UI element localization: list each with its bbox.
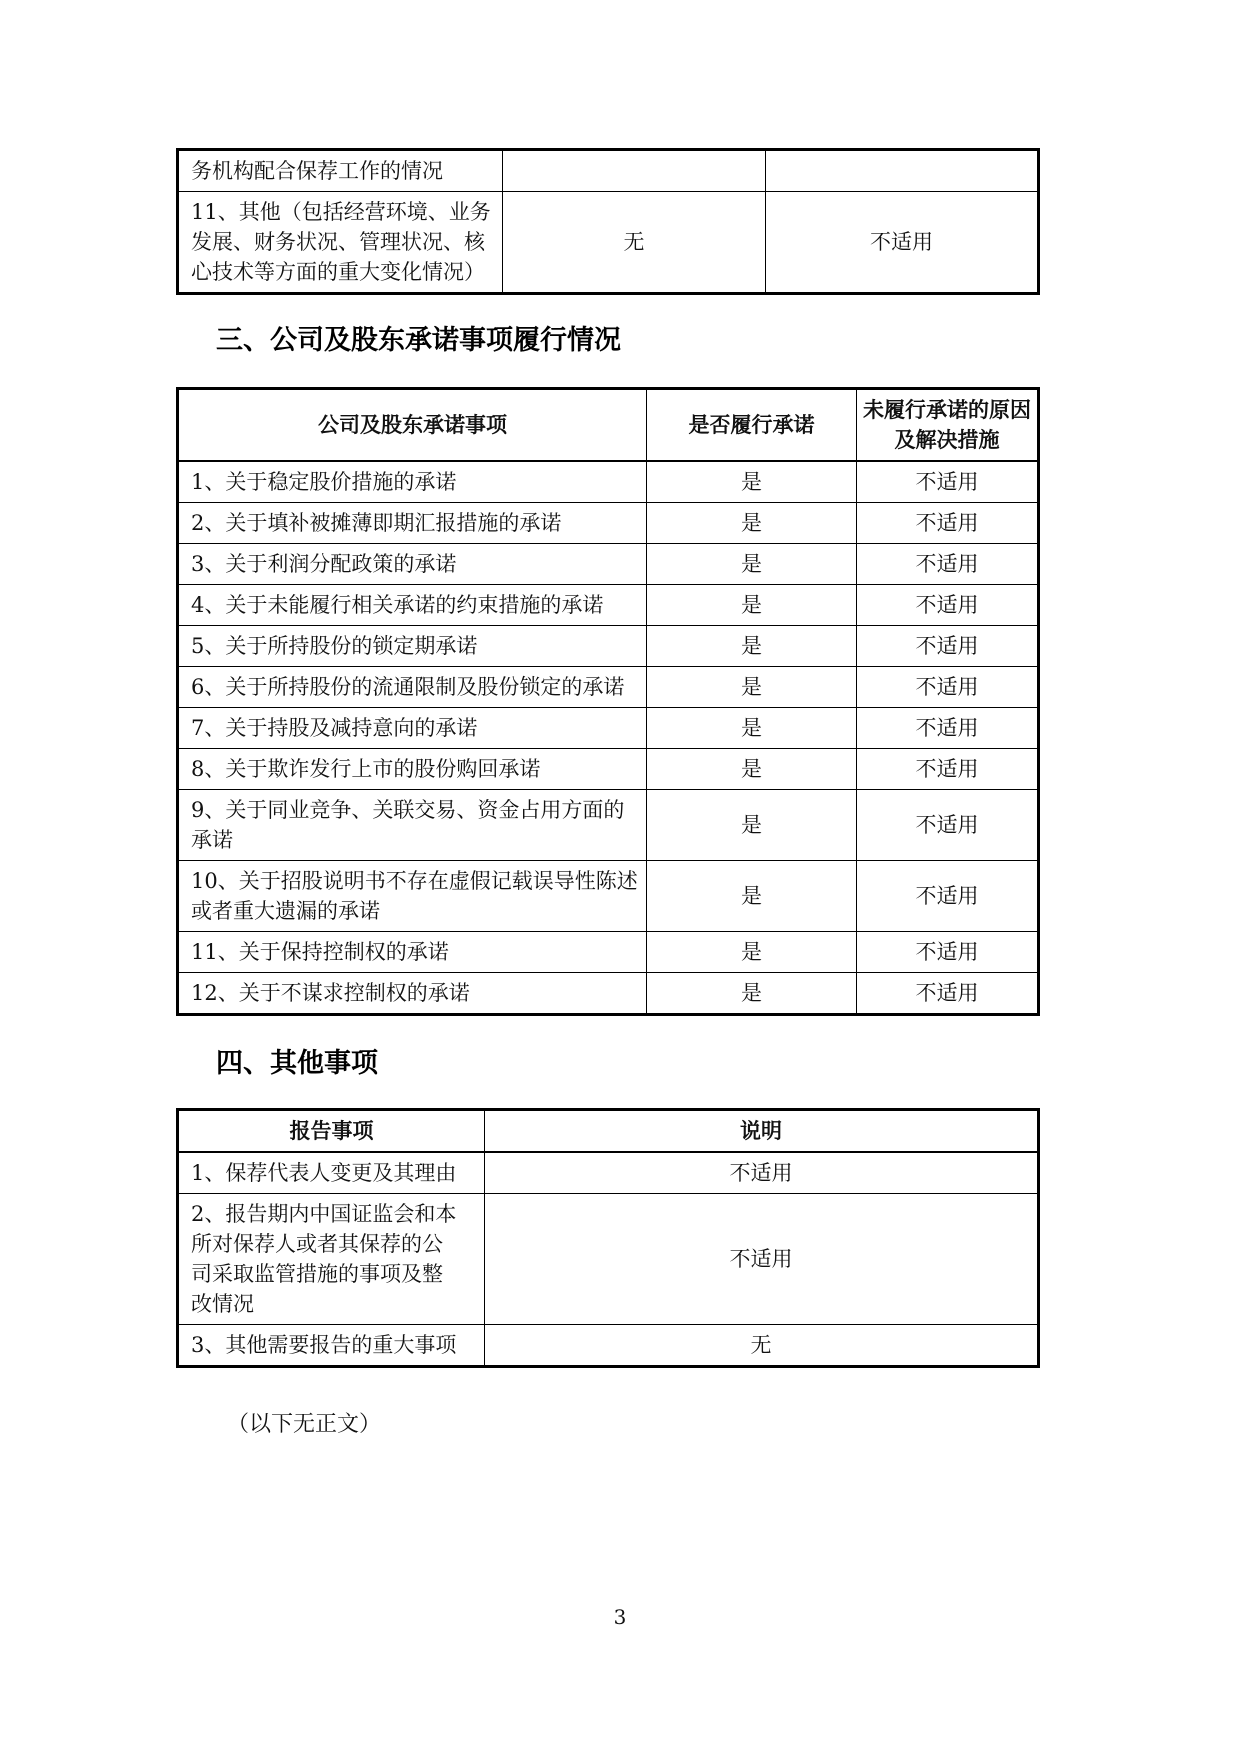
table-row [178, 585, 1039, 626]
report-item-cell: 3、其他需要报告的重大事项 [178, 1325, 485, 1367]
commitments-table [176, 387, 1040, 1016]
commitment-cell: 4、关于未能履行相关承诺的约束措施的承诺 [178, 585, 647, 626]
table-row [178, 749, 1039, 790]
reason-header-cell: 未履行承诺的原因及解决措施 [857, 389, 1039, 462]
table-row [178, 708, 1039, 749]
status-cell [503, 150, 766, 192]
table-row [178, 1325, 1039, 1367]
commitment-cell: 10、关于招股说明书不存在虚假记载误导性陈述或者重大遗漏的承诺 [178, 861, 647, 932]
other-matters-table [176, 1108, 1040, 1368]
note-cell: 不适用 [485, 1152, 1039, 1194]
commitment-cell: 3、关于利润分配政策的承诺 [178, 544, 647, 585]
table-header-row [178, 389, 1039, 462]
commitment-cell: 11、关于保持控制权的承诺 [178, 932, 647, 973]
table-row [178, 192, 1039, 294]
fulfilled-header-cell: 是否履行承诺 [647, 389, 857, 462]
page-number: 3 [613, 1605, 627, 1629]
note-cell: 无 [485, 1325, 1039, 1367]
report-item-cell: 11、其他（包括经营环境、业务发展、财务状况、管理状况、核心技术等方面的重大变化情况） [178, 192, 503, 294]
commitment-cell: 12、关于不谋求控制权的承诺 [178, 973, 647, 1015]
fulfilled-cell: 是 [647, 626, 857, 667]
table-row [178, 544, 1039, 585]
fulfilled-cell: 是 [647, 790, 857, 861]
commitment-cell: 2、关于填补被摊薄即期汇报措施的承诺 [178, 503, 647, 544]
note-header-cell: 说明 [485, 1110, 1039, 1153]
table-row [178, 932, 1039, 973]
reason-cell: 不适用 [857, 749, 1039, 790]
reason-cell: 不适用 [857, 503, 1039, 544]
table-row [178, 973, 1039, 1015]
table-row [178, 1152, 1039, 1194]
report-item-cell: 务机构配合保荐工作的情况 [178, 150, 503, 192]
table-row [178, 461, 1039, 503]
commitment-header-cell: 公司及股东承诺事项 [178, 389, 647, 462]
table-row [178, 150, 1039, 192]
closing-note: （以下无正文） [227, 1412, 382, 1437]
fulfilled-cell: 是 [647, 749, 857, 790]
status-cell: 无 [503, 192, 766, 294]
table-row [178, 667, 1039, 708]
table-row [178, 626, 1039, 667]
table-row [178, 1194, 1039, 1325]
reason-cell: 不适用 [857, 667, 1039, 708]
continuation-table [176, 148, 1040, 295]
section-heading-commitments: 三、公司及股东承诺事项履行情况 [216, 325, 621, 356]
note-cell: 不适用 [485, 1194, 1039, 1325]
fulfilled-cell: 是 [647, 585, 857, 626]
fulfilled-cell: 是 [647, 932, 857, 973]
fulfilled-cell: 是 [647, 461, 857, 503]
fulfilled-cell: 是 [647, 973, 857, 1015]
reason-cell: 不适用 [857, 861, 1039, 932]
fulfilled-cell: 是 [647, 544, 857, 585]
section-heading-other-matters: 四、其他事项 [216, 1048, 378, 1079]
fulfilled-cell: 是 [647, 503, 857, 544]
reason-cell: 不适用 [857, 790, 1039, 861]
table-row [178, 790, 1039, 861]
reason-cell: 不适用 [857, 585, 1039, 626]
table-row [178, 503, 1039, 544]
commitment-cell: 5、关于所持股份的锁定期承诺 [178, 626, 647, 667]
commitment-cell: 6、关于所持股份的流通限制及股份锁定的承诺 [178, 667, 647, 708]
reason-cell: 不适用 [857, 544, 1039, 585]
reason-cell: 不适用 [857, 932, 1039, 973]
table-row [178, 861, 1039, 932]
report-item-header-cell: 报告事项 [178, 1110, 485, 1153]
fulfilled-cell: 是 [647, 861, 857, 932]
report-item-cell: 1、保荐代表人变更及其理由 [178, 1152, 485, 1194]
fulfilled-cell: 是 [647, 667, 857, 708]
reason-cell: 不适用 [857, 973, 1039, 1015]
fulfilled-cell: 是 [647, 708, 857, 749]
page-content [176, 0, 1037, 1440]
reason-cell: 不适用 [857, 708, 1039, 749]
remark-cell [766, 150, 1039, 192]
commitment-cell: 8、关于欺诈发行上市的股份购回承诺 [178, 749, 647, 790]
reason-cell: 不适用 [857, 626, 1039, 667]
reason-cell: 不适用 [857, 461, 1039, 503]
report-item-cell: 2、报告期内中国证监会和本所对保荐人或者其保荐的公司采取监管措施的事项及整改情况 [178, 1194, 485, 1325]
remark-cell: 不适用 [766, 192, 1039, 294]
commitment-cell: 9、关于同业竞争、关联交易、资金占用方面的承诺 [178, 790, 647, 861]
commitment-cell: 1、关于稳定股价措施的承诺 [178, 461, 647, 503]
commitment-cell: 7、关于持股及减持意向的承诺 [178, 708, 647, 749]
table-header-row [178, 1110, 1039, 1153]
